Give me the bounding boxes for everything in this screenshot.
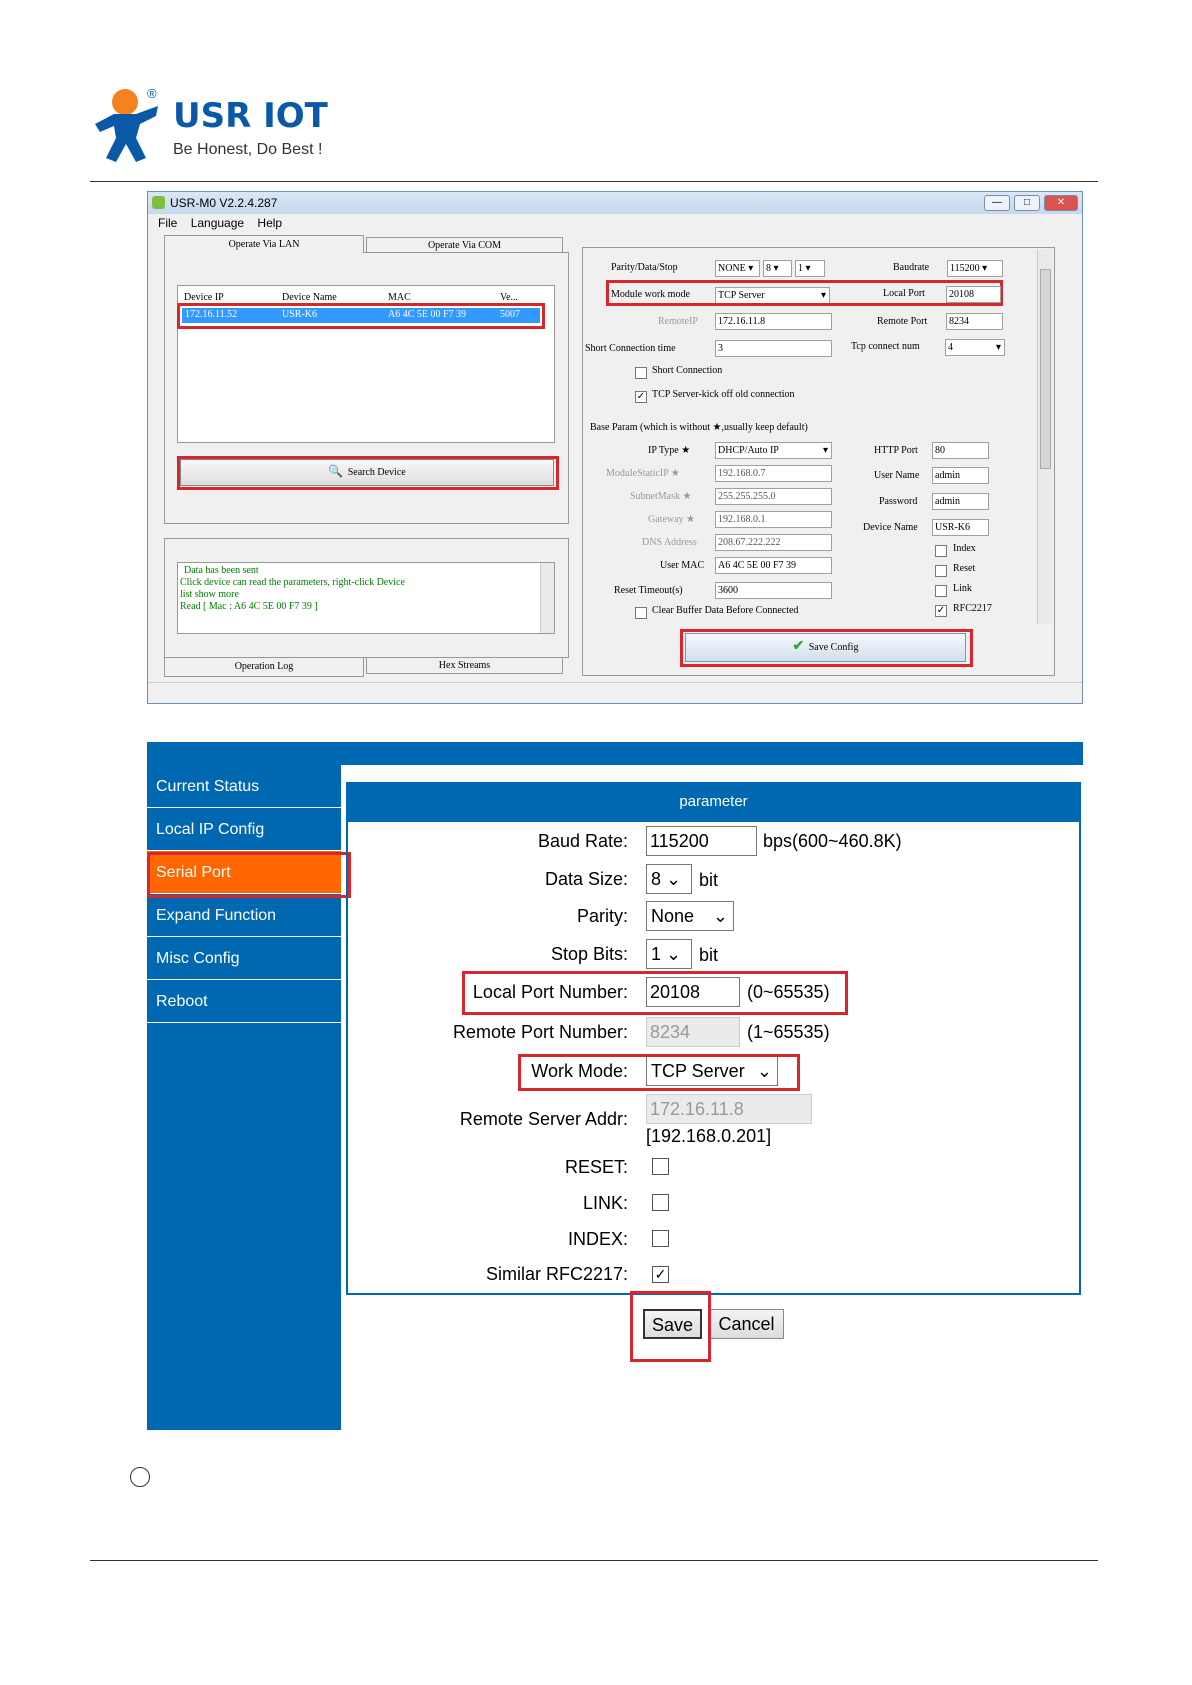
http-port-field[interactable]: 80 — [932, 442, 989, 459]
col-device-name: Device Name — [282, 292, 337, 303]
ip-type-label: IP Type ★ — [648, 445, 691, 456]
subnet-label: SubnetMask ★ — [630, 491, 692, 502]
remote-port-field[interactable]: 8234 — [946, 313, 1003, 330]
tab-operation-log[interactable]: Operation Log — [164, 657, 364, 677]
work-mode-select[interactable]: TCP Server ⌄ — [646, 1056, 778, 1086]
log-line: list show more — [180, 589, 239, 600]
save-highlight — [630, 1291, 711, 1362]
log-line: Click device can read the parameters, right-click Device — [180, 577, 405, 588]
col-mac: MAC — [388, 292, 411, 303]
static-ip-label: ModuleStaticIP ★ — [606, 468, 680, 479]
user-label: User Name — [874, 470, 920, 481]
reset-checkbox[interactable] — [652, 1158, 669, 1175]
tab-hex-streams[interactable]: Hex Streams — [366, 657, 563, 674]
link-checkbox[interactable] — [652, 1194, 669, 1211]
work-mode-label: Module work mode — [611, 289, 690, 300]
parity-select[interactable]: NONE ▾ — [715, 260, 760, 277]
static-ip-field[interactable]: 192.168.0.7 — [715, 465, 832, 482]
chevron-down-icon: ⌄ — [666, 869, 682, 889]
menu-file[interactable]: File — [158, 216, 178, 230]
serial-port-highlight — [147, 852, 351, 898]
cell-mac: A6 4C 5E 00 F7 39 — [388, 309, 467, 320]
password-field[interactable]: admin — [932, 493, 989, 510]
mac-label: User MAC — [660, 560, 705, 571]
remote-port-label: Remote Port Number: — [452, 1022, 628, 1042]
menu-help[interactable]: Help — [257, 216, 283, 230]
kick-checkbox[interactable]: ✓ — [636, 391, 646, 402]
minimize-icon[interactable]: — — [984, 195, 1010, 211]
save-button[interactable]: Save — [643, 1309, 702, 1339]
checkmark-icon: ✔ — [792, 637, 805, 653]
search-highlight — [177, 456, 559, 490]
short-conn-check-label: Short Connection — [652, 365, 723, 376]
menu-bar — [148, 214, 1082, 232]
save-config-highlight — [680, 629, 973, 667]
baudrate-label: Baudrate — [893, 262, 930, 273]
search-icon: 🔍 — [328, 464, 344, 478]
stop-bits-label: Stop Bits: — [550, 944, 628, 964]
baud-rate-input[interactable]: 115200 — [646, 826, 757, 856]
index-label: INDEX: — [567, 1229, 628, 1249]
cancel-button[interactable]: Cancel — [709, 1309, 784, 1339]
work-mode-label: Work Mode: — [531, 1061, 628, 1081]
index-label: Index — [953, 543, 976, 554]
app-icon — [152, 196, 165, 209]
data-size-unit: bit — [699, 870, 719, 890]
sidebar-item-serial-port[interactable]: Serial Port — [147, 851, 341, 894]
sidebar-item-expand-function[interactable]: Expand Function — [147, 894, 341, 937]
gateway-label: Gateway ★ — [648, 514, 696, 525]
local-port-label: Local Port — [883, 288, 925, 299]
tcp-num-label: Tcp connect num — [851, 341, 920, 352]
baud-rate-label: Baud Rate: — [537, 831, 628, 851]
save-config-label: Save Config — [808, 642, 859, 653]
local-port-highlight — [462, 971, 848, 1015]
window-title: USR-M0 V2.2.4.287 — [170, 196, 278, 210]
brand-tagline: Be Honest, Do Best ! — [173, 141, 323, 158]
local-port-label: Local Port Number: — [472, 982, 628, 1002]
index-checkbox[interactable] — [935, 545, 947, 557]
close-icon[interactable]: ✕ — [1044, 195, 1078, 211]
parity-label: Parity: — [576, 906, 628, 926]
reset-label: RESET: — [564, 1157, 628, 1177]
gateway-field[interactable]: 192.168.0.1 — [715, 511, 832, 528]
remote-port-input[interactable]: 8234 — [646, 1017, 740, 1047]
http-port-label: HTTP Port — [874, 445, 918, 456]
device-row-highlight — [177, 303, 545, 329]
panel-title: parameter — [346, 782, 1081, 822]
reset-timeout-label: Reset Timeout(s) — [614, 585, 683, 596]
ip-type-select[interactable]: DHCP/Auto IP ▾ — [715, 442, 832, 459]
reset-checkbox[interactable] — [935, 565, 947, 577]
sidebar-item-reboot[interactable]: Reboot — [147, 980, 341, 1023]
log-line: Read [ Mac : A6 4C 5E 00 F7 39 ] — [180, 601, 318, 612]
reset-timeout-field[interactable]: 3600 — [715, 582, 832, 599]
user-field[interactable]: admin — [932, 467, 989, 484]
rfc2217-checkbox[interactable]: ✓ — [936, 605, 946, 616]
menu-language[interactable]: Language — [190, 216, 245, 230]
work-mode-highlight — [606, 280, 1003, 306]
remote-addr-label: Remote Server Addr: — [459, 1109, 628, 1129]
chevron-down-icon: ⌄ — [756, 1061, 772, 1081]
link-label: LINK: — [582, 1193, 628, 1213]
cell-ip: 172.16.11.52 — [185, 309, 238, 320]
work-mode-highlight — [518, 1054, 800, 1091]
short-conn-checkbox[interactable] — [635, 367, 647, 379]
remote-port-label: Remote Port — [877, 316, 928, 327]
log-line: Data has been sent — [184, 565, 259, 576]
scrollbar-thumb[interactable] — [1040, 269, 1051, 469]
cell-version: 5007 — [500, 309, 520, 320]
device-name-label: Device Name — [863, 522, 918, 533]
chevron-down-icon: ⌄ — [666, 944, 682, 964]
baud-rate-hint: bps(600~460.8K) — [763, 831, 902, 851]
brand-name: USR IOT — [173, 96, 328, 136]
log-area — [177, 562, 555, 634]
rfc2217-label: Similar RFC2217: — [485, 1264, 628, 1284]
data-size-select[interactable]: 8 ⌄ — [646, 864, 692, 894]
chevron-down-icon: ⌄ — [712, 906, 728, 926]
rfc2217-label: RFC2217 — [953, 603, 992, 614]
sidebar-item-misc-config[interactable]: Misc Config — [147, 937, 341, 980]
dns-field[interactable]: 208.67.222.222 — [715, 534, 832, 551]
footer-divider — [90, 1560, 1098, 1561]
stop-bits-select[interactable]: 1 ⌄ — [646, 939, 692, 969]
local-port-field[interactable]: 20108 — [946, 286, 1001, 303]
param-scrollbar[interactable] — [1037, 249, 1053, 624]
local-port-range: (0~65535) — [747, 982, 830, 1002]
col-device-ip: Device IP — [184, 292, 224, 303]
data-select[interactable]: 8 ▾ — [763, 260, 792, 277]
local-port-input[interactable]: 20108 — [646, 977, 740, 1007]
stop-select[interactable]: 1 ▾ — [795, 260, 825, 277]
rfc2217-checkbox[interactable]: ✓ — [652, 1266, 669, 1283]
baudrate-select[interactable]: 115200 ▾ — [947, 260, 1003, 277]
parity-select[interactable]: None ⌄ — [646, 901, 734, 931]
maximize-icon[interactable]: □ — [1014, 195, 1040, 211]
kick-check-label: TCP Server-kick off old connection — [652, 389, 795, 400]
config-tool-window — [147, 191, 1083, 704]
clear-buffer-checkbox[interactable] — [635, 607, 647, 619]
web-header-strip — [147, 742, 1083, 765]
status-bar — [148, 682, 1082, 703]
tab-operate-via-com[interactable]: Operate Via COM — [366, 237, 563, 253]
dns-label: DNS Address — [642, 537, 697, 548]
window-titlebar — [148, 192, 1082, 214]
link-checkbox[interactable] — [935, 585, 947, 597]
sidebar-item-current-status[interactable]: Current Status — [147, 765, 341, 808]
search-device-label: Search Device — [347, 467, 406, 478]
tab-operate-via-lan[interactable]: Operate Via LAN — [164, 235, 364, 253]
remote-port-range: (1~65535) — [747, 1022, 830, 1042]
registered-mark: ® — [147, 86, 157, 101]
col-version: Ve... — [500, 292, 519, 303]
reset-label: Reset — [953, 563, 976, 574]
data-size-label: Data Size: — [544, 869, 628, 889]
parity-label: Parity/Data/Stop — [611, 262, 678, 273]
clear-buffer-label: Clear Buffer Data Before Connected — [652, 605, 799, 616]
device-name-field[interactable]: USR-K6 — [932, 519, 989, 536]
subnet-field[interactable]: 255.255.255.0 — [715, 488, 832, 505]
short-conn-label: Short Connection time — [585, 343, 676, 354]
remote-ip-field[interactable]: 172.16.11.8 — [715, 313, 832, 330]
work-mode-select[interactable]: TCP Server ▾ — [715, 287, 830, 304]
bullet-circle — [130, 1467, 150, 1487]
base-param-group: Base Param (which is without ★,usually keep default) — [590, 422, 808, 433]
mac-field[interactable]: A6 4C 5E 00 F7 39 — [715, 557, 832, 574]
remote-ip-label: RemoteIP — [658, 316, 698, 327]
index-checkbox[interactable] — [652, 1230, 669, 1247]
stop-bits-unit: bit — [699, 945, 719, 965]
header-divider — [90, 181, 1098, 182]
tcp-num-select[interactable]: 4 ▾ — [945, 339, 1005, 356]
remote-addr-hint: [192.168.0.201] — [646, 1126, 772, 1146]
remote-addr-input[interactable]: 172.16.11.8 — [646, 1094, 812, 1124]
sidebar-item-local-ip-config[interactable]: Local IP Config — [147, 808, 341, 851]
link-label: Link — [953, 583, 972, 594]
password-label: Password — [879, 496, 918, 507]
log-scrollbar[interactable] — [540, 563, 554, 633]
cell-name: USR-K6 — [282, 309, 318, 320]
short-conn-field[interactable]: 3 — [715, 340, 832, 357]
